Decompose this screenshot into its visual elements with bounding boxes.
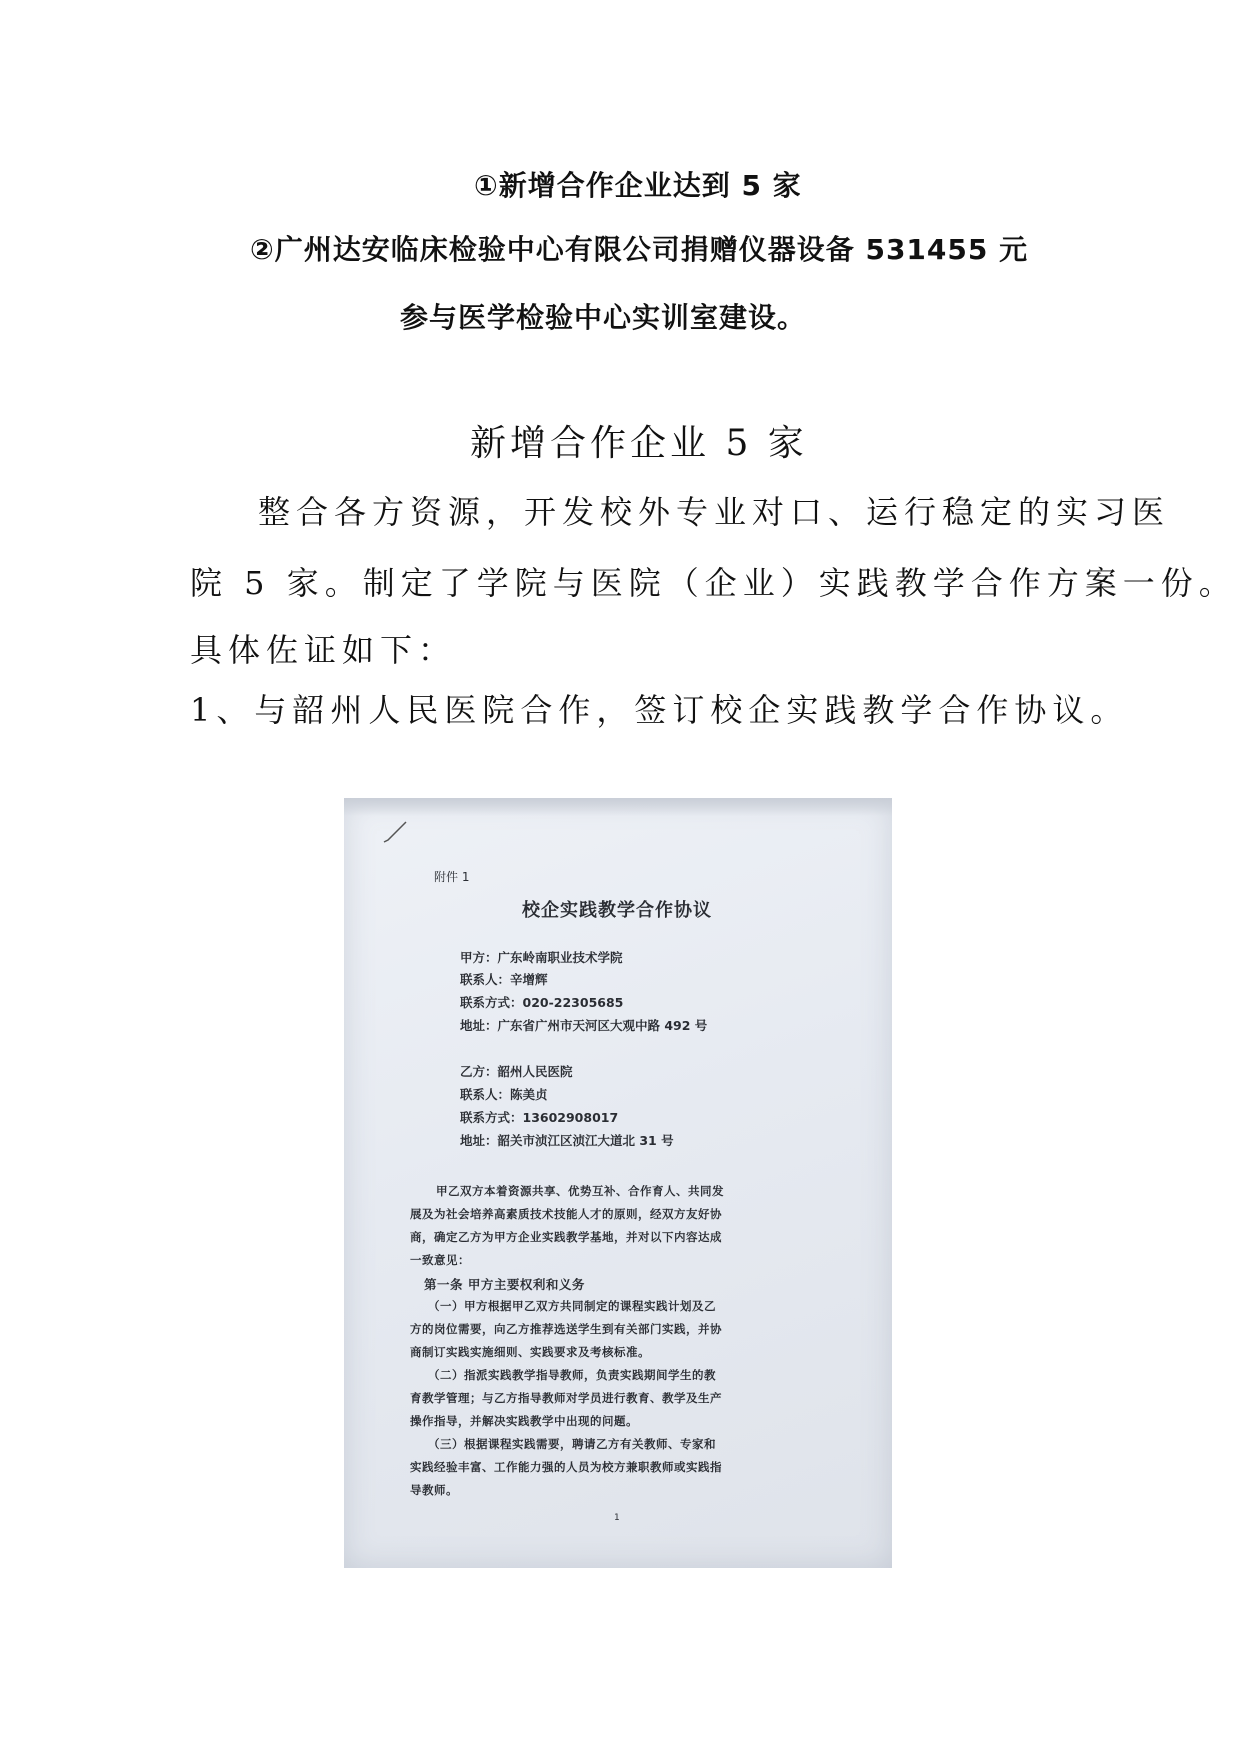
paragraph-line: 院 5 家。制定了学院与医院（企业）实践教学合作方案一份。 (190, 564, 1237, 602)
body-line: 育教学管理；与乙方指导教师对学员进行教育、教学及生产 (410, 1391, 722, 1405)
body-line: 商，确定乙方为甲方企业实践教学基地，并对以下内容达成 (410, 1230, 722, 1244)
body-line: 实践经验丰富、工作能力强的人员为校方兼职教师或实践指 (410, 1460, 722, 1474)
agreement-photo (344, 798, 892, 1568)
body-line: 展及为社会培养高素质技术技能人才的原则，经双方友好协 (410, 1207, 722, 1221)
highlight-donation: ②广州达安临床检验中心有限公司捐赠仪器设备 531455 元 (250, 233, 1029, 266)
body-line: （二）指派实践教学指导教师，负责实践期间学生的教 (428, 1368, 716, 1382)
body-line: （一）甲方根据甲乙双方共同制定的课程实践计划及乙 (428, 1299, 716, 1313)
body-line: 导教师。 (410, 1483, 458, 1497)
body-line: 操作指导，并解决实践教学中出现的问题。 (410, 1414, 638, 1428)
body-line: 方的岗位需要，向乙方推荐选送学生到有关部门实践，并协 (410, 1322, 722, 1336)
photo-shadow-edge (344, 798, 892, 816)
party-b-line: 联系人：陈美贞 (460, 1087, 548, 1102)
paragraph-line: 具体佐证如下： (190, 631, 457, 669)
party-a-line: 地址：广东省广州市天河区大观中路 492 号 (460, 1018, 708, 1033)
party-a-line: 联系方式：020-22305685 (460, 995, 624, 1010)
page-number: 1 (614, 1513, 620, 1523)
attachment-label: 附件 1 (434, 870, 470, 884)
party-b-line: 联系方式：13602908017 (460, 1110, 619, 1125)
agreement-title: 校企实践教学合作协议 (522, 900, 712, 921)
pen-mark-icon (382, 820, 408, 846)
section-title: 新增合作企业 5 家 (470, 423, 808, 464)
party-a-line: 甲方：广东岭南职业技术学院 (460, 950, 623, 965)
body-line: 一致意见： (410, 1253, 470, 1267)
article-heading: 第一条 甲方主要权利和义务 (424, 1277, 585, 1292)
paragraph-line: 1、与韶州人民医院合作，签订校企实践教学合作协议。 (190, 691, 1129, 729)
party-a-line: 联系人：辛增辉 (460, 972, 548, 987)
highlight-lab-construction: 参与医学检验中心实训室建设。 (400, 301, 807, 334)
body-line: （三）根据课程实践需要，聘请乙方有关教师、专家和 (428, 1437, 716, 1451)
body-line: 甲乙双方本着资源共享、优势互补、合作育人、共同发 (436, 1184, 724, 1198)
party-b-line: 地址：韶关市浈江区浈江大道北 31 号 (460, 1133, 674, 1148)
body-line: 商制订实践实施细则、实践要求及考核标准。 (410, 1345, 650, 1359)
paragraph-line: 整合各方资源，开发校外专业对口、运行稳定的实习医 (258, 493, 1171, 531)
party-b-line: 乙方：韶州人民医院 (460, 1064, 573, 1079)
highlight-new-partners: ①新增合作企业达到 5 家 (474, 169, 802, 202)
